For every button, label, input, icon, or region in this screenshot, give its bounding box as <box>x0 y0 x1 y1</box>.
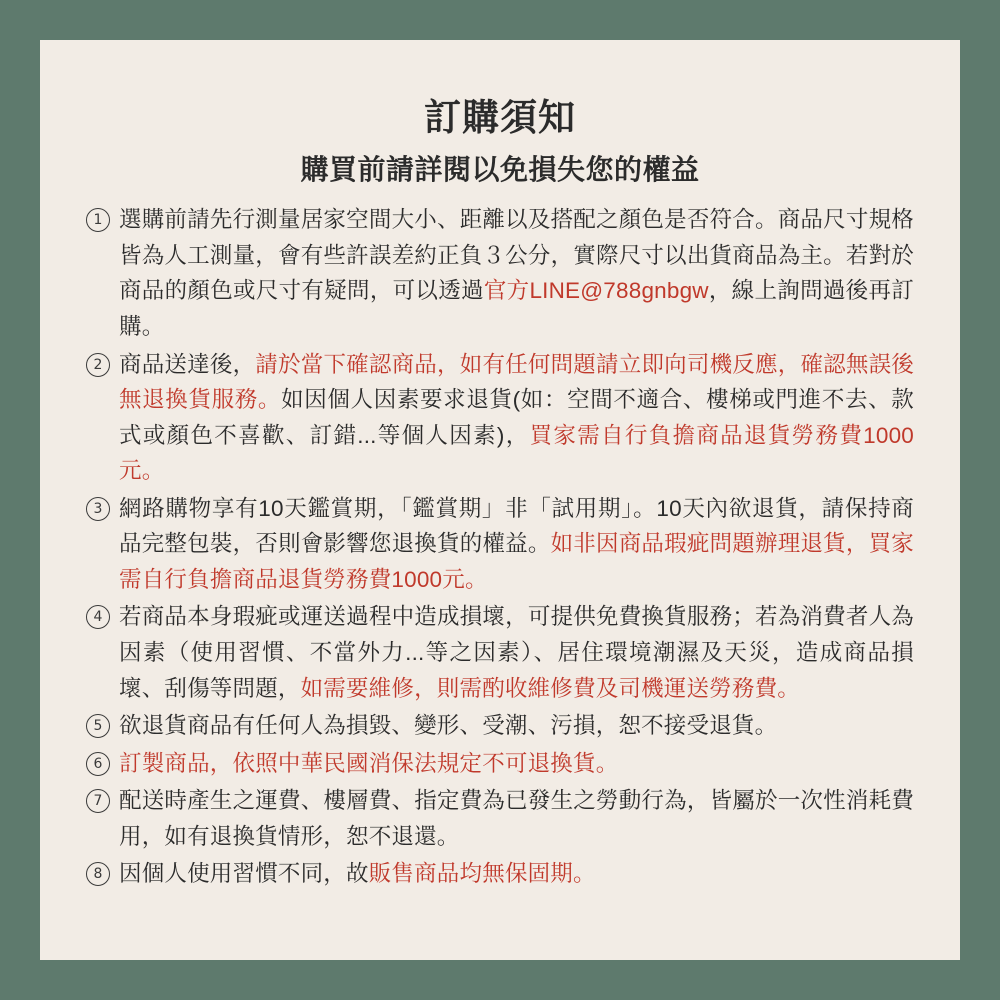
term-number-badge: 3 <box>86 497 110 521</box>
term-number-badge: 4 <box>86 605 110 629</box>
terms-list <box>86 202 914 891</box>
term-text-segment: 如因個人因素要求退貨(如：空間不適合、樓梯或門進不去、款式或顏色不喜歡、訂錯...等個人因素)， <box>119 387 914 448</box>
term-text-segment: 欲退貨商品有任何人為損毀、變形、受潮、污損，恕不接受退貨。 <box>119 713 778 739</box>
term-item <box>86 746 914 782</box>
term-text <box>119 347 914 489</box>
term-number-badge: 2 <box>86 353 110 377</box>
term-item <box>86 783 914 854</box>
term-text <box>119 856 914 892</box>
term-text <box>119 746 914 782</box>
term-text-highlight: 訂製商品，依照中華民國消保法規定不可退換貨。 <box>119 750 619 776</box>
term-text <box>119 783 914 854</box>
term-text-highlight: 官方LINE@788gnbgw <box>483 278 709 304</box>
term-text-segment: 商品送達後， <box>119 351 256 377</box>
term-text-highlight: 販售商品均無保固期。 <box>368 861 596 887</box>
term-number-badge: 7 <box>86 789 110 813</box>
term-text-segment: 選購前請先行測量居家空間大小、距離以及搭配之顏色是否符合。商品尺寸規格皆為人工測量，會有些許誤差約正負３公分，實際尺寸以出貨商品為主。若對於商品的顏色或尺寸有疑問，可以透過 <box>119 207 914 304</box>
term-text-segment: 若商品本身瑕疵或運送過程中造成損壞，可提供免費換貨服務；若為消費者人為因素（使用習慣、不當外力...等之因素）、居住環境潮濕及天災，造成商品損壞、刮傷等問題， <box>119 604 914 701</box>
term-text-segment: 因個人使用習慣不同，故 <box>119 861 369 887</box>
term-text-highlight: 請於當下確認商品，如有任何問題請立即向司機反應，確認無誤後無退換貨服務。 <box>119 351 914 413</box>
term-number-badge: 5 <box>86 714 110 738</box>
term-text-segment: ，線上詢問過後再訂購。 <box>119 278 914 340</box>
term-text-highlight: 買家需自行負擔商品退貨勞務費1000元。 <box>119 422 915 484</box>
term-number-badge: 6 <box>86 752 110 776</box>
term-text <box>119 708 914 744</box>
term-text-segment: 配送時產生之運費、樓層費、指定費為已發生之勞動行為，皆屬於一次性消耗費用，如有退換貨情形，恕不退還。 <box>119 788 914 849</box>
term-item <box>86 491 914 598</box>
term-text-highlight: 如需要維修，則需酌收維修費及司機運送勞務費。 <box>300 675 801 701</box>
term-item <box>86 708 914 744</box>
term-text <box>119 202 914 344</box>
term-text-segment: 網路購物享有10天鑑賞期，「鑑賞期」非「試用期」。10天內欲退貨，請保持商品完整包裝，否則會影響您退換貨的權益。 <box>119 495 914 557</box>
term-item <box>86 202 914 344</box>
term-item <box>86 856 914 892</box>
term-text <box>119 491 914 598</box>
term-item <box>86 347 914 489</box>
term-number-badge: 8 <box>86 862 110 886</box>
term-number-badge: 1 <box>86 208 110 232</box>
page-title: 訂購須知 <box>424 97 576 138</box>
term-text-highlight: 如非因商品瑕疵問題辦理退貨，買家需自行負擔商品退貨勞務費1000元。 <box>119 531 914 592</box>
term-text <box>119 599 914 706</box>
term-item <box>86 599 914 706</box>
page-subtitle: 購買前請詳閱以免損失您的權益 <box>300 154 700 186</box>
notice-card <box>40 40 960 960</box>
